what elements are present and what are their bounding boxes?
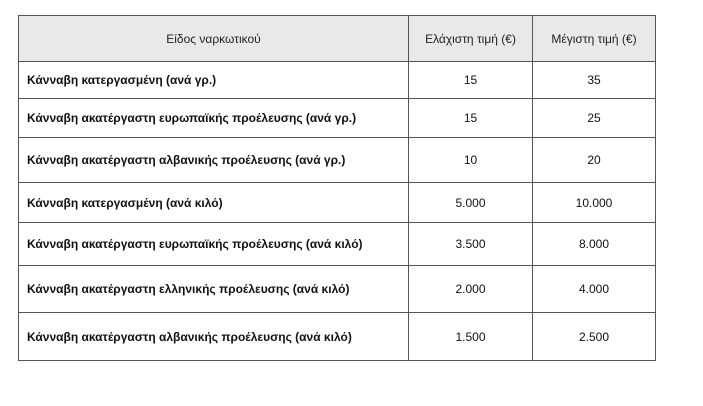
header-max-price: Μέγιστη τιμή (€) xyxy=(533,16,656,62)
row-label: Κάνναβη ακατέργαστη ελληνικής προέλευσης (ανά κιλό) xyxy=(19,266,409,313)
header-min-price: Ελάχιστη τιμή (€) xyxy=(409,16,533,62)
row-label: Κάνναβη κατεργασμένη (ανά κιλό) xyxy=(19,183,409,223)
row-max-price: 8.000 xyxy=(533,223,656,266)
row-min-price: 10 xyxy=(409,138,533,183)
table-row xyxy=(19,99,656,138)
table-row xyxy=(19,313,656,361)
row-min-price: 15 xyxy=(409,62,533,99)
row-min-price: 2.000 xyxy=(409,266,533,313)
row-max-price: 4.000 xyxy=(533,266,656,313)
row-min-price: 5.000 xyxy=(409,183,533,223)
row-max-price: 20 xyxy=(533,138,656,183)
table-row xyxy=(19,138,656,183)
row-min-price: 3.500 xyxy=(409,223,533,266)
row-min-price: 15 xyxy=(409,99,533,138)
row-min-price: 1.500 xyxy=(409,313,533,361)
row-max-price: 25 xyxy=(533,99,656,138)
price-table xyxy=(18,15,656,361)
table-row xyxy=(19,183,656,223)
row-label: Κάνναβη ακατέργαστη ευρωπαϊκής προέλευσης (ανά γρ.) xyxy=(19,99,409,138)
row-label: Κάνναβη κατεργασμένη (ανά γρ.) xyxy=(19,62,409,99)
table-row xyxy=(19,62,656,99)
row-label: Κάνναβη ακατέργαστη ευρωπαϊκής προέλευσης (ανά κιλό) xyxy=(19,223,409,266)
table-row xyxy=(19,223,656,266)
row-label: Κάνναβη ακατέργαστη αλβανικής προέλευσης (ανά κιλό) xyxy=(19,313,409,361)
row-max-price: 10.000 xyxy=(533,183,656,223)
row-max-price: 35 xyxy=(533,62,656,99)
table-header-row xyxy=(19,16,656,62)
table-row xyxy=(19,266,656,313)
header-drug-type: Είδος ναρκωτικού xyxy=(19,16,409,62)
row-max-price: 2.500 xyxy=(533,313,656,361)
row-label: Κάνναβη ακατέργαστη αλβανικής προέλευσης (ανά γρ.) xyxy=(19,138,409,183)
